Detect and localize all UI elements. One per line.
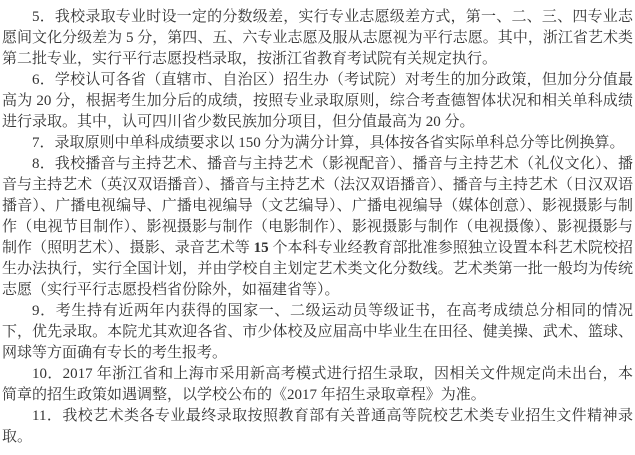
paragraph-item-8: [2, 154, 633, 301]
paragraph-item-8-text-before: 8．我校播音与主持艺术、播音与主持艺术（影视配音）、播音与主持艺术（礼仪文化）、播音与主持艺术（英汉双语播音）、播音与主持艺术（法汉双语播音）、播音与主持艺术（日汉双语播音）、广播电视编导、广播电视编导（文艺编导）、广播电视编导（媒体创意）、影视摄影与制作（电视节目制作）、影视摄影与制作（电影制作）、影视摄影与制作（电视摄像）、影视摄影与制作（照明艺术）、摄影、录音艺术等: [2, 156, 633, 256]
paragraph-item-8-text-after: 个本科专业经教育部批准参照独立设置本科艺术院校招生办法执行，实行全国计划，并由学校自主划定艺术类文化分数线。艺术类第一批一般均为传统志愿（实行平行志愿投档省份除外，如福建省等）。: [2, 240, 633, 298]
paragraph-item-8-bold-count: 15: [253, 240, 269, 256]
paragraph-item-5: 5．我校录取专业时设一定的分数级差，实行专业志愿级差方式，第一、二、三、四专业志愿间文化分级差为 5 分，第四、五、六专业志愿及服从志愿视为平行志愿。其中，浙江省艺术类第二批专业，实行平行志愿投档录取，按浙江省教育考试院有关规定执行。: [2, 9, 633, 67]
paragraph-item-7: 7．录取原则中单科成绩要求以 150 分为满分计算，具体按各省实际单科总分等比例换算。: [32, 135, 625, 151]
paragraph-item-10: 10．2017 年浙江省和上海市采用新高考模式进行招生录取，因相关文件规定尚未出台，本简章的招生政策如遇调整，以学校公布的《2017 年招生录取章程》为准。: [2, 366, 633, 403]
paragraph-item-9: 9．考生持有近两年内获得的国家一、二级运动员等级证书，在高考成绩总分相同的情况下，优先录取。本院尤其欢迎各省、市少体校及应届高中毕业生在田径、健美操、武术、篮球、网球等方面确有专长的考生报考。: [2, 303, 633, 361]
paragraph-item-6: 6．学校认可各省（直辖市、自治区）招生办（考试院）对考生的加分政策，但加分分值最高为 20 分，根据考生加分后的成绩，按照专业录取原则，综合考查德智体状况和相关单科成绩进行录取。其中，认可四川省少数民族加分项目，但分值最高为 20 分。: [2, 72, 633, 130]
paragraph-item-11: 11．我校艺术类各专业最终录取按照教育部有关普通高等院校艺术类专业招生文件精神录取。: [2, 408, 633, 445]
